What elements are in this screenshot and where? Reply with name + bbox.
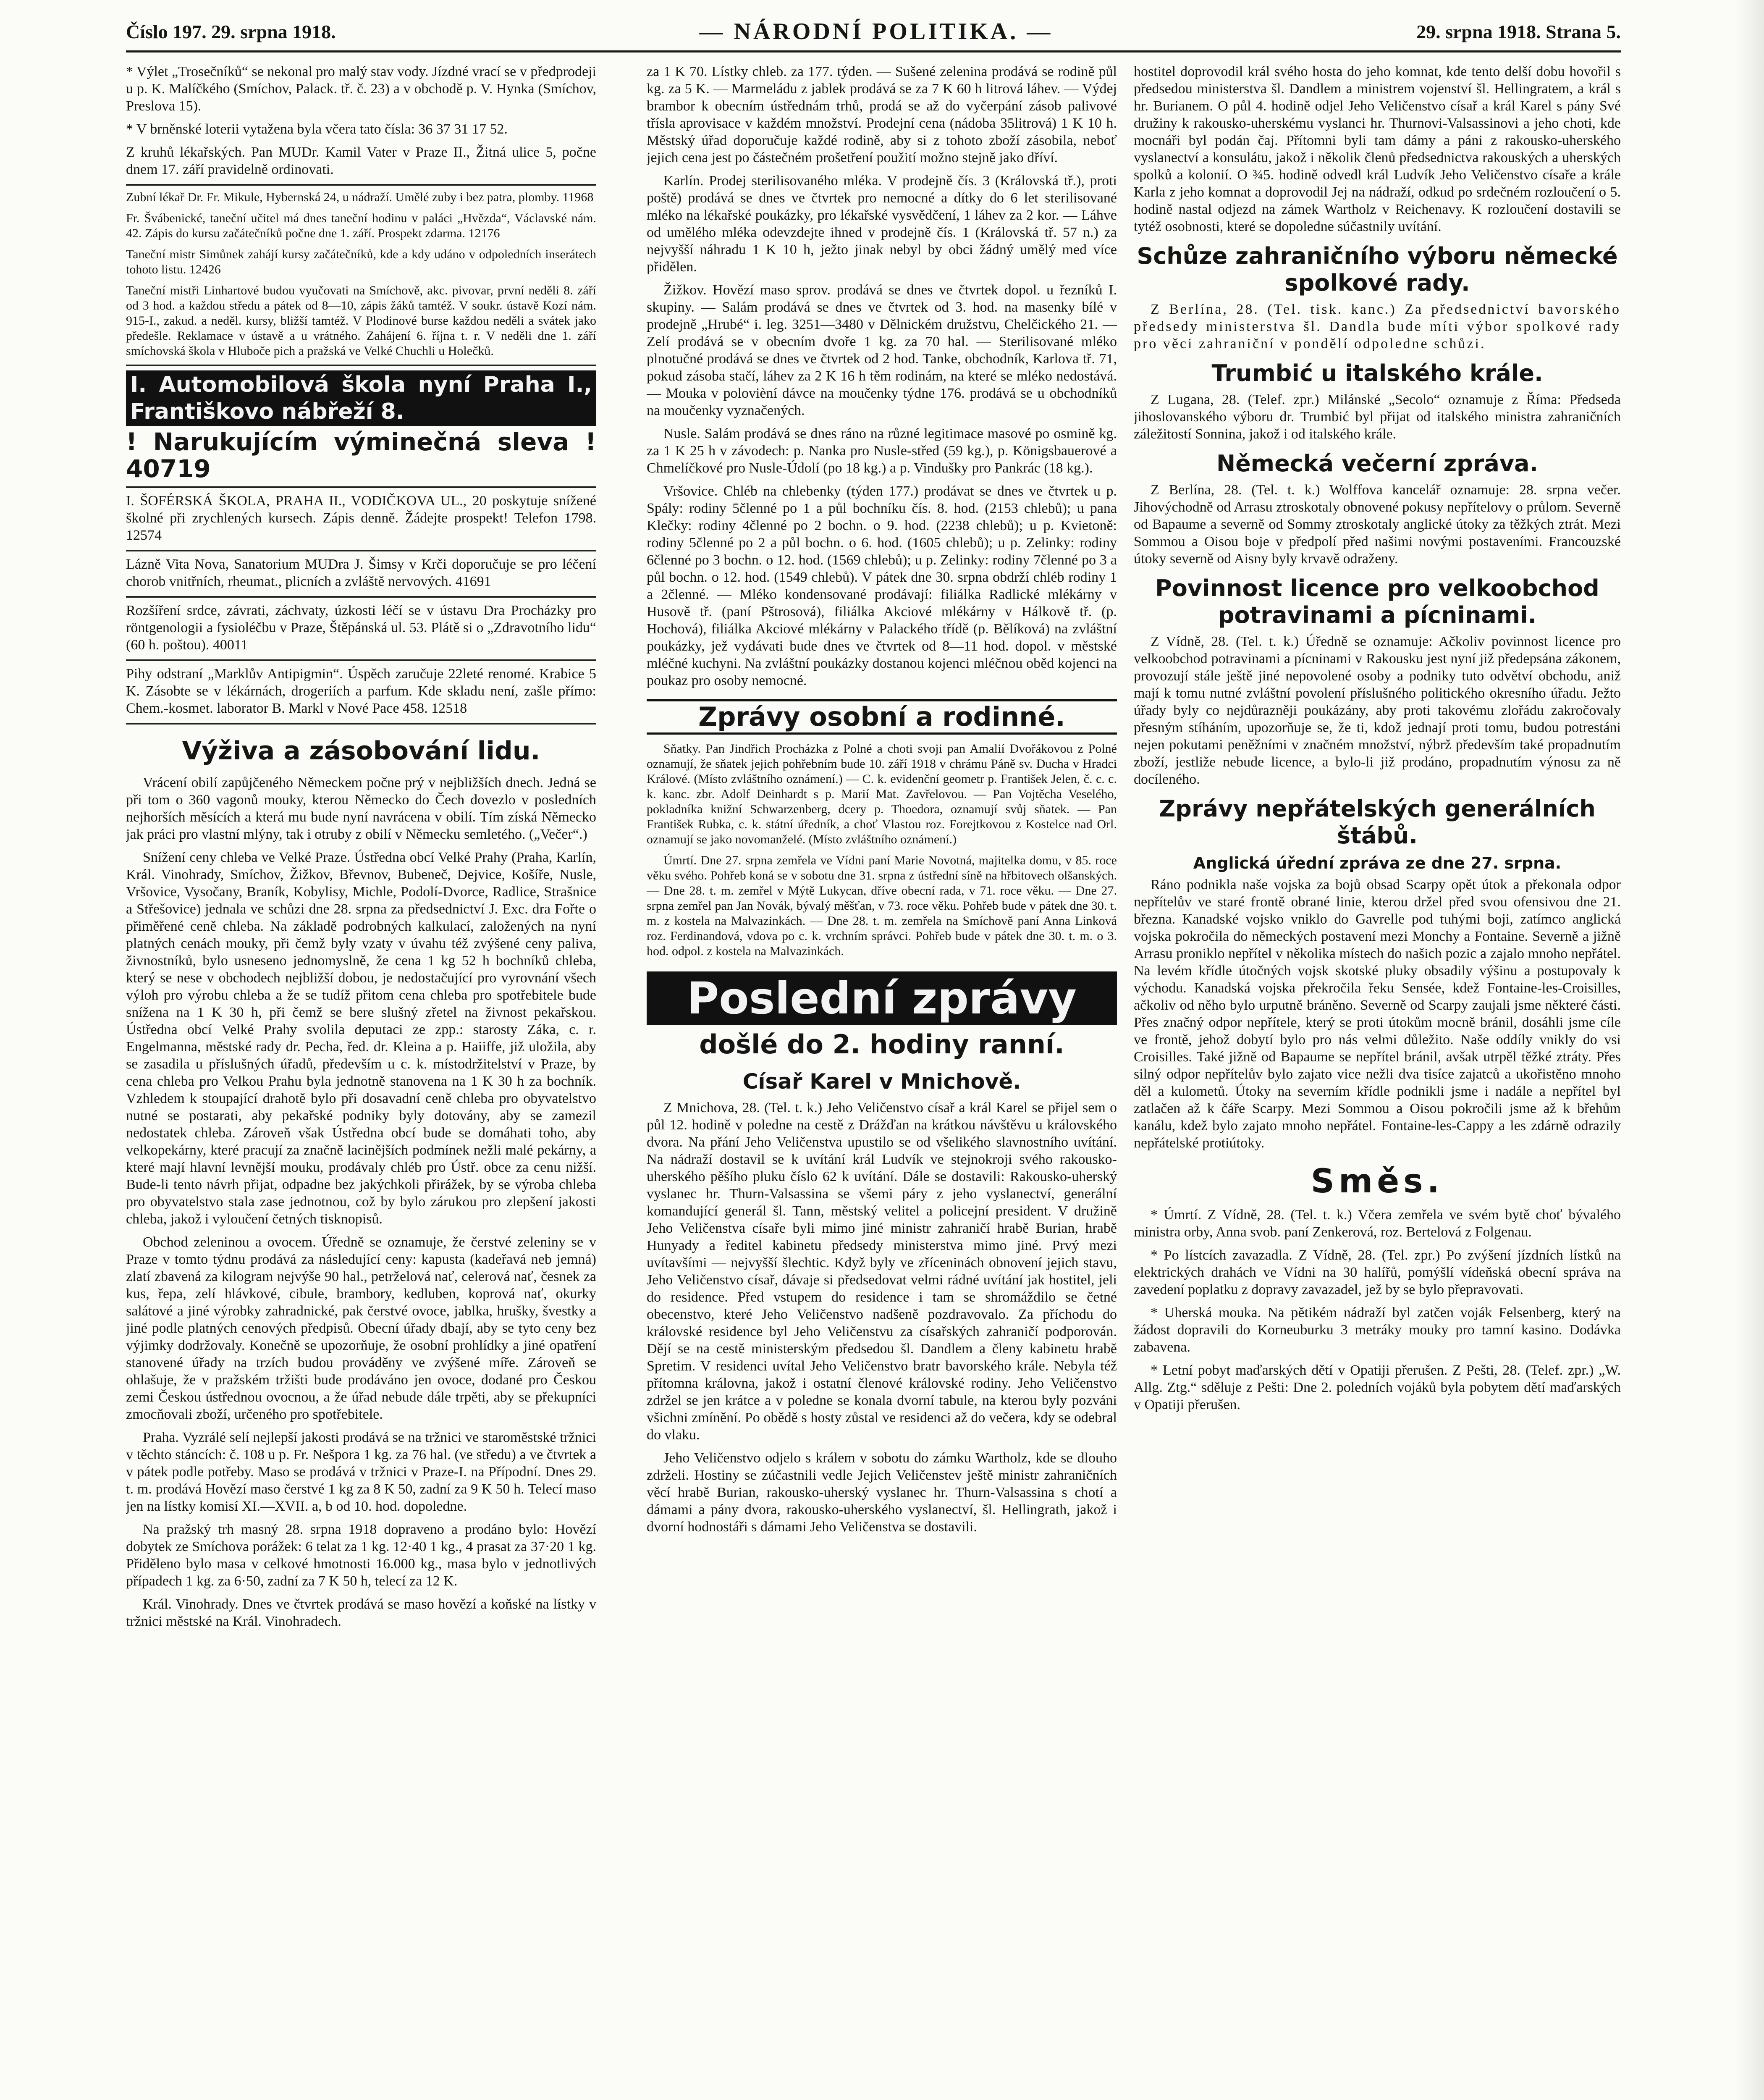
ad-auto-discount: ! Narukujícím výminečná sleva ! 40719 [126,428,596,483]
section-title-misc: Směs. [1311,1163,1444,1200]
ad-heart: Rozšíření srdce, závrati, záchvaty, úzkosti léčí se v ústavu Dra Procházky pro röntgenologii a fysioléčbu v Praze, Štěpánská ul. 53. Plátě si o „Zdravotního lidu“ (60 h. poštou). 40011 [126,603,596,653]
divider [126,184,596,186]
article-title-emperor: Císař Karel v Mnichově. [742,1069,1021,1094]
ad-dance-svabenicky: Fr. Švábenické, taneční učitel má dnes taneční hodinu v paláci „Hvězda“, Václavské nám. 42. Zápis do kursu začátečníků počne dne 1. září. Prospekt zdarma. 12176 [126,211,596,240]
article-paragraph: * Po lístcích zavazadla. Z Vídně, 28. (Tel. zpr.) Po zvýšení jízdních lístků na elektrických drahách ve Vídni na 30 halířů, pomýšlí vídeňská obecní správa na zavedení poplatku z dopravy zavazadel, jež by se bylo přepravovati. [1134,1247,1621,1297]
article-paragraph: Obchod zeleninou a ovocem. Úředně se oznamuje, že čerstvé zeleniny se v Praze v tomto týdnu prodává za následující ceny: kapusta (kadeřavá neb jemná) zlatí zbavená za kilogram nejvýše 90 hal., petrželová nať, celerová nať, česnek za kus, řepa, zelí hlávkové, cibule, brambory, kedluben, koprová nať, okurky salátové a jiné výrobky zahradnické, pak čerstvé ovoce, jablka, hrušky, švestky a jiné podle platných cenových předpisů. Obecní úřady dbají, aby se tyto ceny bez výjimky dodržovaly. Konečně se upozorňuje, že osobní prohlídky a jiné opatření stanovené úřady na trzích budou prováděny ve zvýšené míře. Zároveň se ohlašuje, že v pražském tržišti bude prodáváno jen ovoce, dodané pro Českou zemi Českou ústřednou ovocnou, a že úřad nebude dále trpěti, aby se překupníci zmocňovali zboží, určeného pro spotřebitele. [126,1234,596,1422]
article-paragraph: Sňatky. Pan Jindřich Procházka z Polné a choti svoji pan Amalií Dvořákovou z Polné oznamují, že sňatek jejich pohřebním bude 10. září 1918 v chrámu Páně sv. Ducha v Hradci Králové. (Místo zvláštního oznámení.) — C. k. evidenční geometr p. František Jelen, č. c. c. k. kanc. zbr. Adolf Deinhardt s p. Marií Mat. Zavřelovou. — Pan Vojtěcha Veselého, pokladníka knižní Schwarzenberg, dcery p. Thoedora, oznamují svůj sňatek. — Pan František Rubka, c. k. státní úředník, a choť Vlastou roz. Forejtkovou z Kostelce nad Orl. oznamují se jako novomanželé. (Místo zvláštního oznámení.) [647,742,1117,846]
article-paragraph: Žižkov. Hovězí maso sprov. prodává se dnes ve čtvrtek dopol. u řezníků I. skupiny. — Salám prodává se dnes ve čtvrtek od 3. hod. na masenky bílé v prodejně „Hrubé“ i. leg. 3251—3480 v Dělnickém družstvu, Chelčického 21. — Zelí prodává se v obecním dvoře 1 kg. za 70 hal. — Sterilisované mléko plnotučné prodává se dnes ve čtvrtek od 2 hod. Tanke, obchodník, Karlova tř. 71, pokud zásoba stačí, láhev za 2 K 16 h těm rodinám, na které se mléko nedostává. — Mouka v polovièní dávce na moučenky týdne 176. prodává se u obchodníků na moučenky vyznačených. [647,282,1117,418]
article-paragraph: Z Lugana, 28. (Telef. zpr.) Milánské „Secolo“ oznamuje z Říma: Předseda jihoslovanského výboru dr. Trumbić byl přijat od italského ministra zahraničních záležitostí Sonnina, jakož i od italského krále. [1134,392,1621,442]
divider [126,659,596,661]
ad-spa: Lázně Vita Nova, Sanatorium MUDra J. Šimsy v Krči doporučuje se pro léčení chorob vnitřních, rheumat., plicních a zvláště nervových. 41691 [126,556,596,589]
divider [126,723,596,724]
article-paragraph: Z Berlína, 28. (Tel. tisk. kanc.) Za předsednictví bavorského předsedy ministerstva šl. Dandla bude míti výbor spolkové rady pro věci zahraniční v pondělí odpoledne schůzi. [1134,302,1621,352]
article-paragraph: Z Berlína, 28. (Tel. t. k.) Wolffova kancelář oznamuje: 28. srpna večer. Jihovýchodně od Arrasu ztroskotaly obnovené pokusy nepřítelovy o průlom. Severně od Bapaume a severně od Sommy ztroskotaly anglické útoky za těžkých ztrát. Mezi Sommou a Oisou boje v předpolí před našimi novými postaveními. Francouzské útoky severně od Aisny byly krvavě odraženy. [1134,482,1621,567]
article-paragraph: Ráno podnikla naše vojska za bojů obsad Scarpy opět útok a překonala odpor nepřítelův ve staré frontě obrané linie, kterou držel před svou ofensivou dne 21. března. Kanadské vojsko vniklo do Gavrelle pod tuhými boji, zatímco anglická vojska pokročila do německých postavení mezi Monchy a Fontaine. Severně a jižně Arrasu proniklo nepřítel v několika místech do našich pozic a zajalo mnoho nepřátel. Na levém křídle útočných vojsk skotské pluky obsadily výšinu a postupovaly k východu. Kanadská vojska překročila řeku Sensée, kdež Fontaine-les-Croisilles, ačkoliv od něho bylo urputně bráněno. Severně od Scarpy zaujali jsme některé části. Přes značný odpor nepřítele, který se proti útokům mocně bránil, dosáhli jsme cíle ve frontě, jehož dobytí bylo pro nás velmi důležito. Naše oddíly vnikly do vsi Croisilles. Také jižně od Bapaume se nepřítel bránil, avšak utrpěl těžké ztráty. Přes silný odpor nepřítelův bylo zajato vice nežli dva tisíce zajatců a ukořistěno mnoho děl a kulometů. Útoky na severním křídle podnikli jsme i nadále a nepřítel byl zatlačen až k čáře Scarpy. Mezi Sommou a Oisou pokročili jsme až k břehům kanálu, kdež bylo zajato mnoho nepřátel. Fontaine-les-Cappy a les zdárně odrazily nepřátelské protiútoky. [1134,877,1621,1151]
notice-doctor: Z kruhů lékařských. Pan MUDr. Kamil Vater v Praze II., Žitná ulice 5, počne dnem 17. září pravidelně ordinovati. [126,144,596,177]
article-paragraph: hostitel doprovodil král svého hosta do jeho komnat, kde tento delší dobu hovořil s předsedou ministerstva šl. Dandlem a ministrem vojenství šl. Hellingratem, a král s hr. Burianem. O půl 4. hodině odjel Jeho Veličenstvo císař a král Karel s pány Své družiny k rakousko-uherskému vyslanci hr. Thurnovi-Valsassinovi a jeho choti, kde mocnáři byl podán čaj. Přítomni byli tam dámy a páni z rakousko-uherského vyslanectví a konsulátu, jakož i několik členů předsednictva rakouských a uherských spolků a kolonií. O ¾5. hodině odvedl král Ludvík Jeho Veličenstvo císaře a krále Karla z jeho komnat a doprovodil Jej na nádraží, odkud po srdečném rozloučení o 5. hodině nastal odjezd na zámek Wartholz v Reichenavy. K rozloučení dostavili se tytéž osobnosti, které se dopoledne súčastnily uvítání. [1134,64,1621,234]
article-paragraph: Král. Vinohrady. Dnes ve čtvrtek prodává se maso hovězí a koňské na lístky v tržnici městské na Král. Vinohradech. [126,1596,596,1629]
ad-dance-linhart: Taneční mistři Linhartové budou vyučovati na Smíchově, akc. pivovar, první neděli 8. září od 3 hod. a každou středu a pátek od 8—10, zápis žáků tamtéž. V soukr. ústavě Kozí nám. 915-I., zakud. a neděl. kursy, bližší tamtéž. V Plodinové burse každou neděli a svátek jako předešle. Reklamace v ústavě a u vrátného. Zahájení 6. října t. r. V neděli dne 1. září smíchovská škola v Hluboče pich a pražská ve Velké Chuchli u Holečků. [126,284,596,358]
section-title-personal: Zprávy osobní a rodinné. [647,699,1117,735]
ad-auto-school: I. Automobilová škola nyní Praha I., Františkovo nábřeží 8. [126,370,596,426]
column-2 [647,63,1117,2100]
ad-dance-simunek: Taneční mistr Simůnek zahájí kursy začátečníků, kde a kdy udáno v odpoledních inserátech tohoto listu. 12426 [126,247,596,276]
issue-date-right: 29. srpna 1918. Strana 5. [1416,21,1621,42]
article-title-trumbic: Trumbić u italského krále. [1211,360,1543,386]
article-paragraph: Na pražský trh masný 28. srpna 1918 dopraveno a prodáno bylo: Hovězí dobytek ze Smíchova porážek: 6 telat za 1 kg. 12·40 1 kg., 4 prasat za 37·20 1 kg. Přiděleno bylo masa v celkové hmotnosti 16.000 kg., masa bylo v jednotlivých případech 1 kg. za 6·50, zadní za 7 K 50 h, telecí za 12 K. [126,1522,596,1589]
divider [126,486,596,488]
article-subtitle-english: Anglická úřední zpráva ze dne 27. srpna. [1193,854,1562,872]
article-paragraph: * Letní pobyt maďarských dětí v Opatiji přerušen. Z Pešti, 28. (Telef. zpr.) „W. Allg. Ztg.“ sděluje z Pešti: Dne 2. poledních vojáků byla pobytem dětí maďarských v Opatiji přerušen. [1134,1362,1621,1412]
divider [126,596,596,598]
article-paragraph: Z Mnichova, 28. (Tel. t. k.) Jeho Veličenstvo císař a král Karel se přijel sem o půl 12. hodině v poledne na cestě z Drážďan na krátkou návštěvu u královského dvora. Na přání Jeho Veličenstva upustilo se od všelikého slavnostního uvítání. Na nádraží dostavil se k uvítání král Ludvík ve stejnokroji svého rakousko-uherského pěšího pluku číslo 62 k uvítání. Dále se dostavili: Rakousko-uherský vyslanec hr. Thurn-Valsassina se všemi páry z jeho vyslanectví, generální komandující generál šl. Tann, městský velitel a policejní president. V družině Jeho Veličenstva císaře byli mimo jiné ministr zahraničí hrabě Burian, hrabě Hunyady a ředitel kabinetu předsedy ministerstva mimo jiné. Prvý mezi uvítavšími — nejvyšší šlechtic. Když byly ve zříceninách obnovení jejich stavu, Jeho Veličenstvo císař, dávaje si předsedovat velmi rádné uvítání jak hostitel, jeli do residence. Před vstupem do residence i tam se shromáždilo se četné obecenstvo, které Jeho Veličenstvo nadšeně pozdravovalo. Za příchodu do královské residence byl Jeho Veličenstvu za císařských zahraničí podporován. Dějí se na cestě ministerským předsedou šl. Dandlem a členy kabinetu hrabě Spretim. V residenci uvítal Jeho Veličenstvo bratr bavorského krále. Nebyla též přítomna královna, jakož i ostatní členové královské rodiny. Jeho Veličenstvo zdržel se jen krátce a v poledne se konala dvorní tabule, na kterou byly pozváni všichni zmínění. Po obědě s hosty zůstal ve residenci až do večera, kdy se odebral do vlaku. [647,1100,1117,1443]
article-paragraph: Praha. Vyzrálé selí nejlepší jakosti prodává se na tržnici ve staroměstské tržnici v těchto stáncích: č. 108 u p. Fr. Nešpora 1 kg. za 76 hal. (ve středu) a ve čtvrtek a v pátek podle potřeby. Maso se prodává v tržnici v Praze-I. na Přípodní. Dnes 29. t. m. prodává Hovězí maso čerstvé 1 kg za 8 K 50, zadní za 9 K 50 h. Telecí maso jen na lístky komisí XI.—XVII. a, b od 10. hod. dopoledne. [126,1430,596,1514]
article-paragraph: Karlín. Prodej sterilisovaného mléka. V prodejně čís. 3 (Královská tř.), proti poště) prodává se dnes ve čtvrtek pro nemocné a dítky do 6 let sterilisované mléko na lékařské poukázky, pro lékařské vysvědčení, 1 láhev za 2 kor. — Láhve od umělého mléka odevzdejte ihned v prodejně čís. 1 (Královská tř. 57 n.) za nejvyšší náhradu 1 K 10 h, ježto jinak nebyl by obci žádný umělý med více přidělen. [647,173,1117,275]
ad-dentist: Zubní lékař Dr. Fr. Mikule, Hybernská 24, u nádraží. Umělé zuby i bez patra, plomby. 11968 [126,190,594,204]
article-paragraph: * Uherská mouka. Na pětikém nádraží byl zatčen voják Felsenberg, který na žádost dopravili do Korneuburku 3 metráky mouky pro tamní kasino. Dodávka zabavena. [1134,1305,1621,1355]
article-paragraph: Vršovice. Chléb na chlebenky (týden 177.) prodávat se dnes ve čtvrtek u p. Spály: rodiny 5členné po 1 a půl bochníku čís. 8. hod. (2153 chlebů); u pana Klečky: rodiny 4členné po 2 bochn. o 9. hod. (2238 chlebů); u p. Kvietoně: rodiny 5členné po 2 a půl bochn. o 6. hod. (1605 chlebů); u p. Zelinky: rodiny 6členné po 3 bochn. o 12. hod. (1569 chlebů); u p. Zelinky: rodiny 7členné po 3 a půl bochn. o 12. hod. (1549 chlebů). V pátek dne 30. srpna obdrží chléb rodiny 1 a 2členné. — Mléko kondensované prodávají: filiálka Radlické mlékárny v Husově tř. (paní Pštrosová), filiálka Akciové mlékárny v Hálkově tř. (p. Hochová), filiálka Akciové mlékárny v Palackého třídě (p. Bělíková) na zvláštní poukázky, jež vydávati bude dnes ve čtvrtek od 8—11 hod. dopol. v městské mléčné kuchyni. Na zvláštní poukázky dostanou kojenci mléčnou oběd kojenci na poukaz pro osoby nemocné. [647,483,1117,688]
article-paragraph: * Úmrtí. Z Vídně, 28. (Tel. t. k.) Včera zemřela ve svém bytě choť bývalého ministra orby, Anna svob. paní Zenkerová, roz. Bertelová z Folgenau. [1134,1207,1621,1240]
notice-lottery: * V brněnské loterii vytažena byla včera tato čísla: 36 37 31 17 52. [126,121,508,137]
article-paragraph: Úmrtí. Dne 27. srpna zemřela ve Vídni paní Marie Novotná, majitelka domu, v 85. roce věku svého. Pohřeb koná se v sobotu dne 31. srpna z ústřední síně na hřbitovech olšanských. — Dne 28. t. m. zemřel v Mýtě Lukycan, dříve obecní rada, v 71. roce věku. — Dne 27. srpna zemřel pan Jan Novák, bývalý měšťan, v 73. roce věku. Pohřeb bude v pátek dne 30. t. m. z kostela na Malvazinkách. — Dne 28. t. m. zemřela na Smíchově paní Anna Linková roz. Ferdinandová, vdova po c. k. vrchním správci. Pohřeb bude v pátek dne 30. t. m. o 3. hod. odpol. z kostela na Malvazinkách. [647,853,1117,958]
scan-edge [1735,0,1764,2100]
column-3 [1134,63,1621,2100]
article-paragraph: Nusle. Salám prodává se dnes ráno na různé legitimace masové po osmině kg. za 1 K 25 h v závodech: p. Nanka pro Nusle-střed (59 kg.), p. Königsbauerové a Chmelíčkové pro Nusle-Údolí (po 18 kg.) a p. Vindušky pro Pankrác (18 kg.). [647,426,1117,476]
ad-driver-school: I. ŠOFÉRSKÁ ŠKOLA, PRAHA II., VODIČKOVA UL., 20 poskytuje snížené školné při zrychlených kursech. Zápis denně. Žádejte prospekt! Telefon 1798. 12574 [126,493,596,543]
article-title-evening-report: Německá večerní zpráva. [1216,450,1539,477]
article-paragraph: Snížení ceny chleba ve Velké Praze. Ústředna obcí Velké Prahy (Praha, Karlín, Král. Vinohrady, Smíchov, Žižkov, Břevnov, Bubeneč, Dejvice, Košíře, Nusle, Vršovice, Vysočany, Braník, Kobylisy, Michle, Podolí-Dvorce, Radlice, Strašnice a Střešovice) jednala ve schůzi dne 28. srpna za předsednictví J. Exc. dra Fořte o přiměřené ceně chleba. Na základě podrobných kalkulací, založených na nyní platných cenách mouky, při čemž byly vzaty v úvahu též zvýšené ceny paliva, živnostníků, bylo usneseno jednomyslně, že cena 1 kg 52 h bochníků chleba, který se nese v obchodech nejbližší dobou, je nedostačující pro vyrovnání všech výloh pro výrobu chleba a že se tudíž přitom cena chleba pro spotřebitele bude snížena na 1 K 30 h, při čemž se bere slušný zřetel na živnost pekařskou. Ústředna obcí Velké Prahy svolila deputaci ze zpp.: starosty Záka, c. r. Engelmanna, městské rady dr. Pecha, řed. dr. Kleina a p. Haiiffe, již uložila, aby se zasadila u příslušných úřadů, především u c. k. místodržitelství v Praze, by cena chleba pro Velkou Prahu byla jednotně stanovena na 1 K 30 h za bochník. Vzhledem k stoupající drahotě bylo při dosavadní ceně chleba pro obyvatelstvo nutné se postarati, aby pekařské podniky byly dotovány, aby se zamezil nedostatek chleba. Zároveň však Ústředna obcí bude se domáhati toho, aby velkopekárny, které pracují za značně lacinějších podmínek nežli malé pekárny, a které mají hlavní levnější mouku, prodávaly chléb pro Ústř. obce za cenu nižší. Bude-li tento návrh přijat, odpadne bez jakýchkoli přirážek, by se výroba chleba pro obyvatelstvo stala zase jednotnou, což by bylo zárukou pro zlepšení jakosti chleba, jakož i vyloučení četných tisknopisů. [126,850,596,1227]
section-subtitle-latest-news: došlé do 2. hodiny ranní. [699,1029,1064,1060]
column-1 [126,63,596,2100]
divider [126,365,596,366]
section-title-latest-news: Poslední zprávy [647,971,1117,1025]
article-title-licence: Povinnost licence pro velkoobchod potravinami a pícninami. [1155,575,1599,628]
notice-trosecnici: * Výlet „Trosečníků“ se nekonal pro malý stav vody. Jízdné vrací se v předprodeji u p. K. Malíčkého (Smíchov, Palack. tř. č. 23) a v obchodě p. V. Hynka (Smíchov, Preslova 15). [126,64,596,114]
article-paragraph: Jeho Veličenstvo odjelo s králem v sobotu do zámku Wartholz, kde se dlouho zdrželi. Hostiny se zúčastnili vedle Jejich Veličenstev ještě ministr zahraničních věcí hrabě Burian, rakousko-uherský vyslanec hr. Thurn-Valsassina s chotí a dámami a pány dvora, rakousko-uherského vyslanectví, šl. Hellingrath, jakož i dvorní hodnostáři s dámami Jeho Veličenstva se dostavili. [647,1450,1117,1535]
ad-freckles: Pihy odstraní „Marklův Antipigmin“. Úspěch zaručuje 22leté renomé. Krabice 5 K. Zásobte se v lékárnách, drogeriích a parfum. Kde skladu není, zašle přímo: Chem.-kosmet. laborator B. Markl v Nové Pace 458. 12518 [126,666,596,716]
article-paragraph: Vrácení obilí zapůjčeného Německem počne prý v nejbližších dnech. Jedná se při tom o 360 vagonů mouky, kterou Německo do Čech dovezlo v posledních nejhorších měsících a která mu bude nyní navrácena v obilí. Tím získá Německo jak práci pro vlastní mlýny, tak i otruby z obilí v Německu semletého. („Večer“.) [126,775,596,842]
article-paragraph: Z Vídně, 28. (Tel. t. k.) Úředně se oznamuje: Ačkoliv povinnost licence pro velkoobchod potravinami a pícninami v Rakousku jest nyní již předepsána zákonem, provozují stále ještě jiné nepovolené osoby a podniky tuto odvětví obchodu, aniž mají k tomu nutné zvláštní povolení příslušného politického okresního úřadu. Ježto úřady byly co nejdůrazněji poukázány, aby proti takovému zlořádu zakročovaly přesným stíháním, upozorňuje se, že ti, kdož jednají proti tomu, budou potrestáni nejen pokutami peněžními v značném množství, nýbrž především také propadnutím zboží, jestliže nebude licence, a bylo-li již prodáno, propadnutím výnosu za ně docíleného. [1134,634,1621,787]
divider [126,550,596,551]
article-title-committee: Schůze zahraničního výboru německé spolkové rady. [1137,243,1618,296]
section-title-food: Výživa a zásobování lidu. [182,736,540,766]
masthead [126,17,1621,52]
article-title-enemy-reports: Zprávy nepřátelských generálních štábů. [1159,795,1596,849]
paper-title: — NÁRODNÍ POLITIKA. — [699,18,1053,45]
issue-date-left: Číslo 197. 29. srpna 1918. [126,21,336,42]
article-paragraph: za 1 K 70. Lístky chleb. za 177. týden. — Sušené zelenina prodává se rodině půl kg. za 5 K. — Marmeládu z jablek prodává se za 7 K 60 h litrová láhev. — Výdej brambor k obecním ústřednám trhů, prodá se až do vyčerpání zásob palivové třísla aprovisace v každém množství. Prodejní cena (nádoba 35litrová) 1 K 10 h. Městský úřad doporučuje každé rodině, aby si z tohoto zboží zásobila, neboť jejich cena jest po částečném prošetření použití možno stejně jako dříví. [647,64,1117,165]
